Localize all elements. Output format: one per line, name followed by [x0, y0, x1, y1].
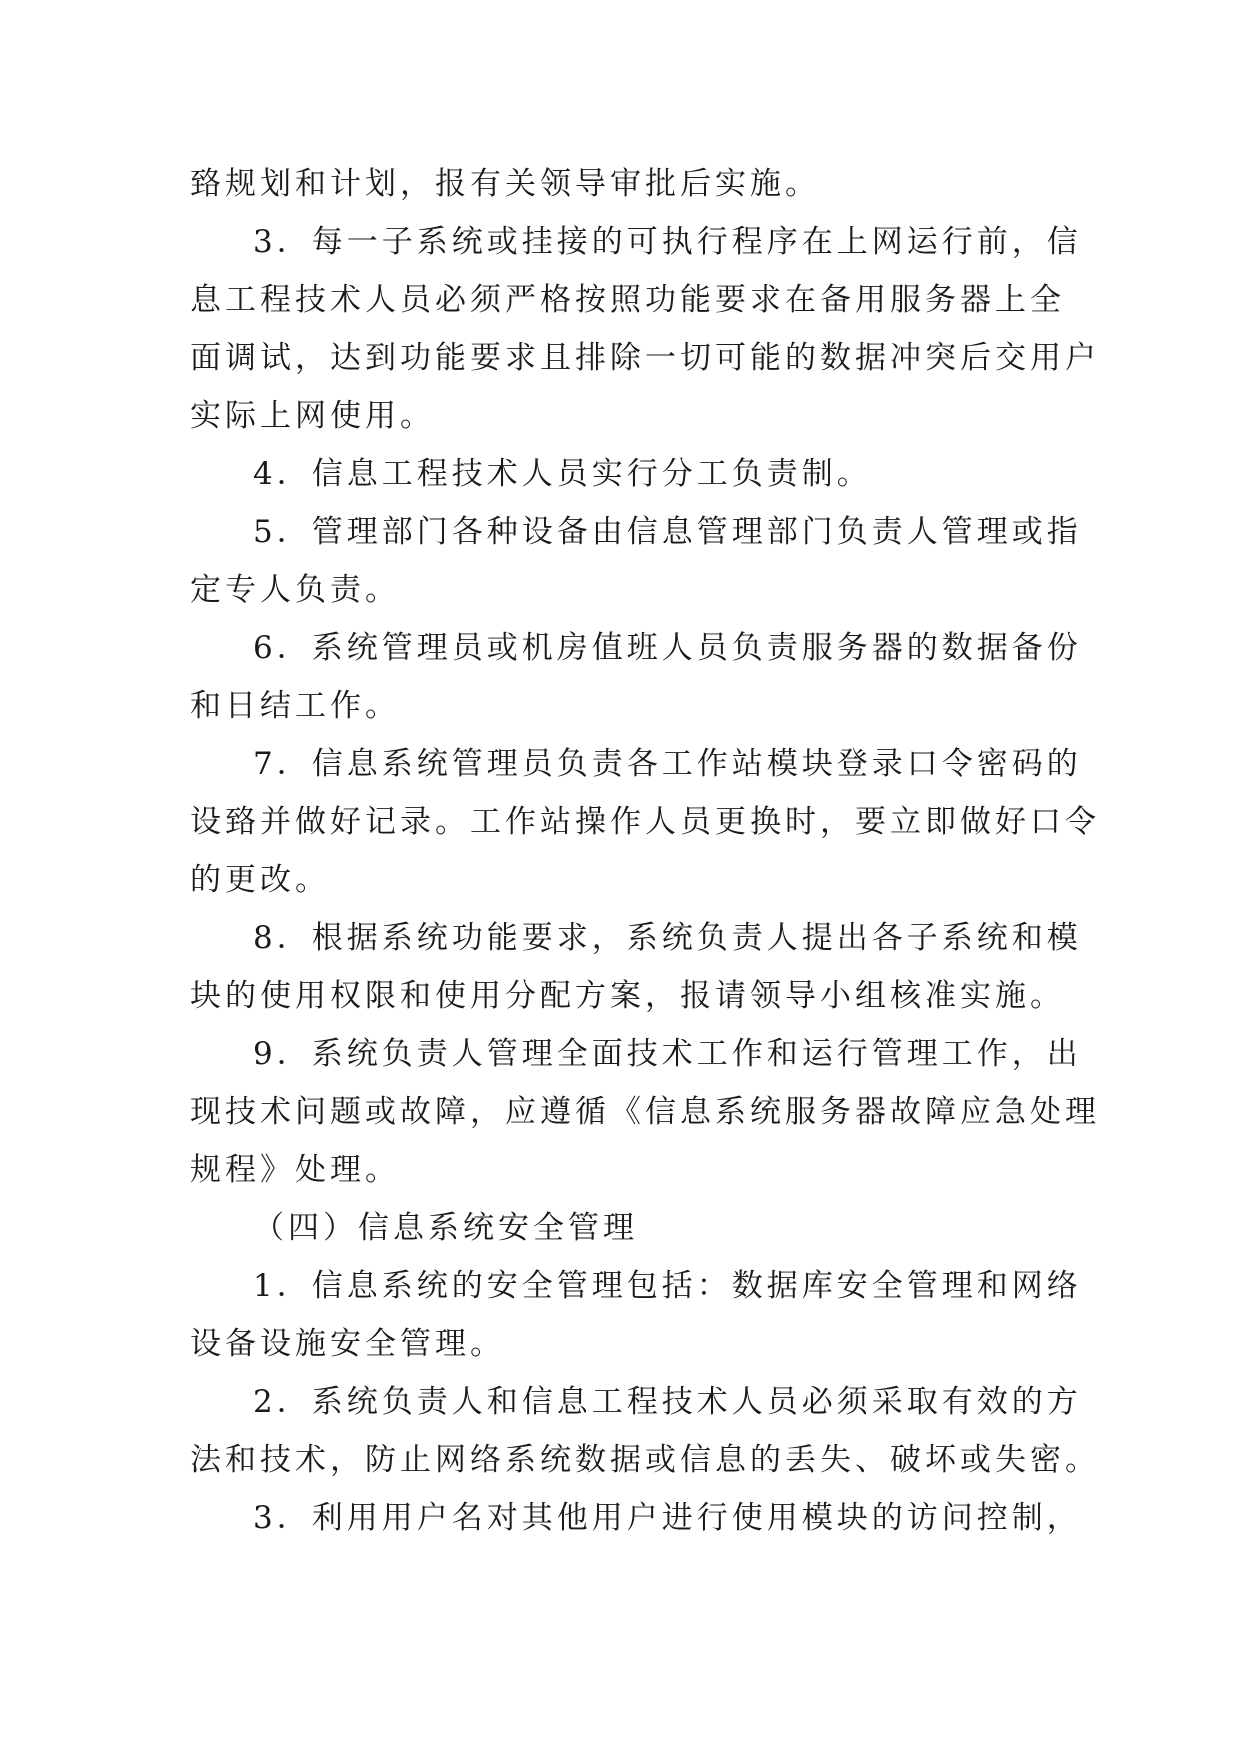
text-line: 规程》处理。 — [190, 1152, 400, 1188]
text-line: 1．信息系统的安全管理包括：数据库安全管理和网络 — [253, 1268, 1082, 1304]
section-heading: （四）信息系统安全管理 — [253, 1210, 638, 1246]
text-line: 2．系统负责人和信息工程技术人员必须采取有效的方 — [253, 1384, 1082, 1420]
text-line: 9．系统负责人管理全面技术工作和运行管理工作，出 — [253, 1036, 1082, 1072]
text-line: 8．根据系统功能要求，系统负责人提出各子系统和模 — [253, 920, 1082, 956]
text-line: 7．信息系统管理员负责各工作站模块登录口令密码的 — [253, 746, 1082, 782]
text-line: 块的使用权限和使用分配方案，报请领导小组核准实施。 — [190, 978, 1065, 1014]
text-line: 的更改。 — [190, 862, 330, 898]
text-line: 面调试，达到功能要求且排除一切可能的数据冲突后交用户 — [190, 340, 1100, 376]
text-line: 3．利用用户名对其他用户进行使用模块的访问控制， — [253, 1500, 1082, 1536]
text-line: 设备设施安全管理。 — [190, 1326, 505, 1362]
text-line: 现技术问题或故障，应遵循《信息系统服务器故障应急处理 — [190, 1094, 1100, 1130]
text-line: 定专人负责。 — [190, 572, 400, 608]
text-line: 和日结工作。 — [190, 688, 400, 724]
text-line: 4．信息工程技术人员实行分工负责制。 — [253, 456, 872, 492]
text-line: 实际上网使用。 — [190, 398, 435, 434]
text-line: 臵规划和计划，报有关领导审批后实施。 — [190, 166, 820, 202]
text-line: 法和技术，防止网络系统数据或信息的丢失、破坏或失密。 — [190, 1442, 1100, 1478]
document-body — [190, 155, 1100, 1547]
text-line: 6．系统管理员或机房值班人员负责服务器的数据备份 — [253, 630, 1082, 666]
text-line: 设臵并做好记录。工作站操作人员更换时，要立即做好口令 — [190, 804, 1100, 840]
text-line: 5．管理部门各种设备由信息管理部门负责人管理或指 — [253, 514, 1082, 550]
text-line: 3．每一子系统或挂接的可执行程序在上网运行前，信 — [253, 224, 1082, 260]
text-line: 息工程技术人员必须严格按照功能要求在备用服务器上全 — [190, 282, 1065, 318]
